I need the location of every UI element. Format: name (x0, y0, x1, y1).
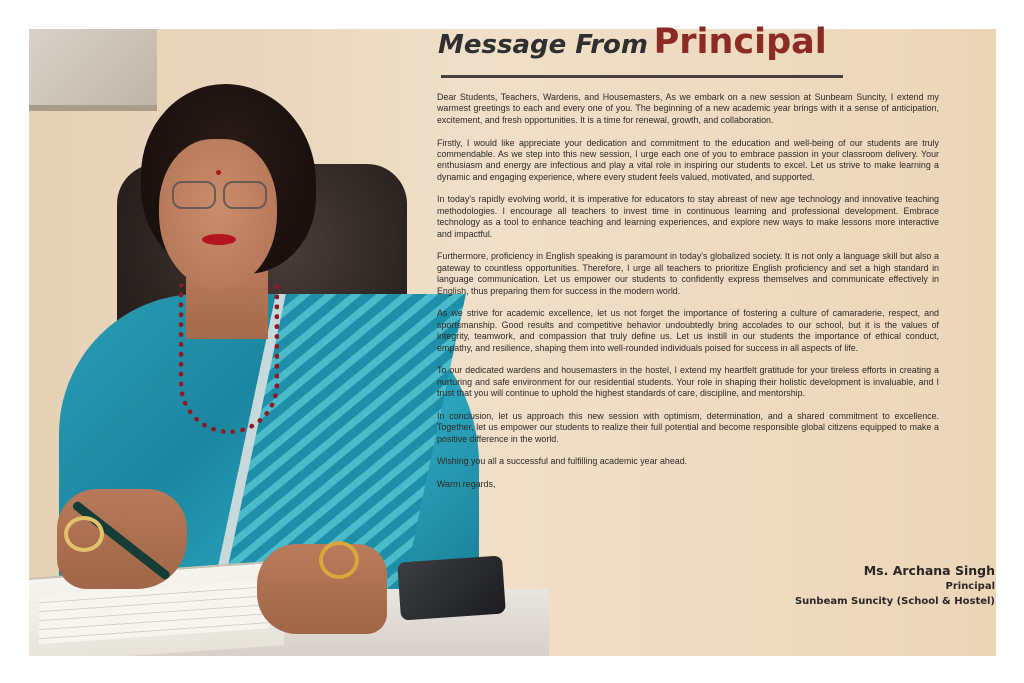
bead-necklace (179, 284, 279, 434)
signatory-role: Principal (945, 581, 995, 592)
left-bangle (64, 516, 104, 552)
paragraph-wishes: Wishing you all a successful and fulfilling academic year ahead. (437, 456, 688, 467)
paragraph-closing: Warm regards, (437, 478, 496, 489)
mobile-phone (397, 555, 506, 620)
title-underline (441, 75, 843, 78)
paragraph-conclusion: In conclusion, let us approach this new session with optimism, determination, and a shared commitment to excellence. Together, let us empower our students to realize their full potential and become responsible global citizens equipped to make a positive difference in the world. (437, 410, 939, 444)
face (159, 139, 277, 289)
glasses-left-lens (172, 181, 216, 209)
principal-photo (29, 29, 499, 656)
signatory-name: Ms. Archana Singh (863, 563, 995, 578)
wall-art (29, 29, 157, 111)
paragraph-technology: In today's rapidly evolving world, it is imperative for educators to stay abreast of new age technology and innovative teaching methodologies. I encourage all teachers to invest time in continuous learning and professional development. Embrace technology as a tool to enhance teaching and learning experiences, and explore new ways to make lessons more interactive and impactful. (437, 194, 939, 239)
bindi (216, 170, 221, 175)
title-prefix: Message From (438, 30, 648, 60)
paragraph-english: Furthermore, proficiency in English speaking is paramount in today's globalized society. It is not only a language skill but also a gateway to countless opportunities. Therefore, I urge all teachers to prioritize English proficiency and set a high standard in language communication. Let us empower our students to confidently express themselves and communicate effectively in English, thus preparing them for success in the modern world. (437, 251, 939, 296)
lips (202, 234, 236, 245)
watch (319, 541, 359, 579)
paragraph-values: As we strive for academic excellence, let us not forget the importance of fostering a culture of camaraderie, respect, and sportsmanship. Good results and competitive behavior undoubtedly bring accolades to our school, but it is the values of integrity, teamwork, and compassion that truly define us. Let us instill in our students the importance of ethical conduct, empathy, and resilience, shaping them into well-rounded individuals poised for success in all aspects of life. (437, 308, 939, 353)
paragraph-wardens: To our dedicated wardens and housemasters in the hostel, I extend my heartfelt gratitude for your tireless efforts in creating a nurturing and safe environment for our residential students. Your role in shaping their holistic development is invaluable, and I trust that you will continue to uphold the highest standards of care, discipline, and mentorship. (437, 365, 939, 399)
book-lines (39, 578, 269, 644)
glasses-right-lens (223, 181, 267, 209)
paragraph-greeting: Dear Students, Teachers, Wardens, and Housemasters, As we embark on a new session at Sunbeam Suncity, I extend my warmest greetings to each and every one of you. The beginning of a new academic year brings with it a sense of anticipation, excitement, and fresh opportunities. It is a time for renewal, growth, and collaboration. (437, 92, 939, 125)
signatory-organization: Sunbeam Suncity (School & Hostel) (794, 596, 995, 607)
message-body (437, 92, 939, 502)
paragraph-dedication: Firstly, I would like appreciate your dedication and commitment to the education and well-being of our students are truly commendable. As we step into this new session, I urge each one of you to embrace passion in your classroom delivery. Your enthusiasm and energy are infectious and play a vital role in inspiring our students to excel. Let us strive to make learning a dynamic and engaging experience, where every student feels valued, motivated, and supported. (437, 137, 939, 182)
page-title (438, 22, 827, 62)
title-accent: Principal (653, 22, 827, 62)
signature-block (795, 562, 995, 609)
